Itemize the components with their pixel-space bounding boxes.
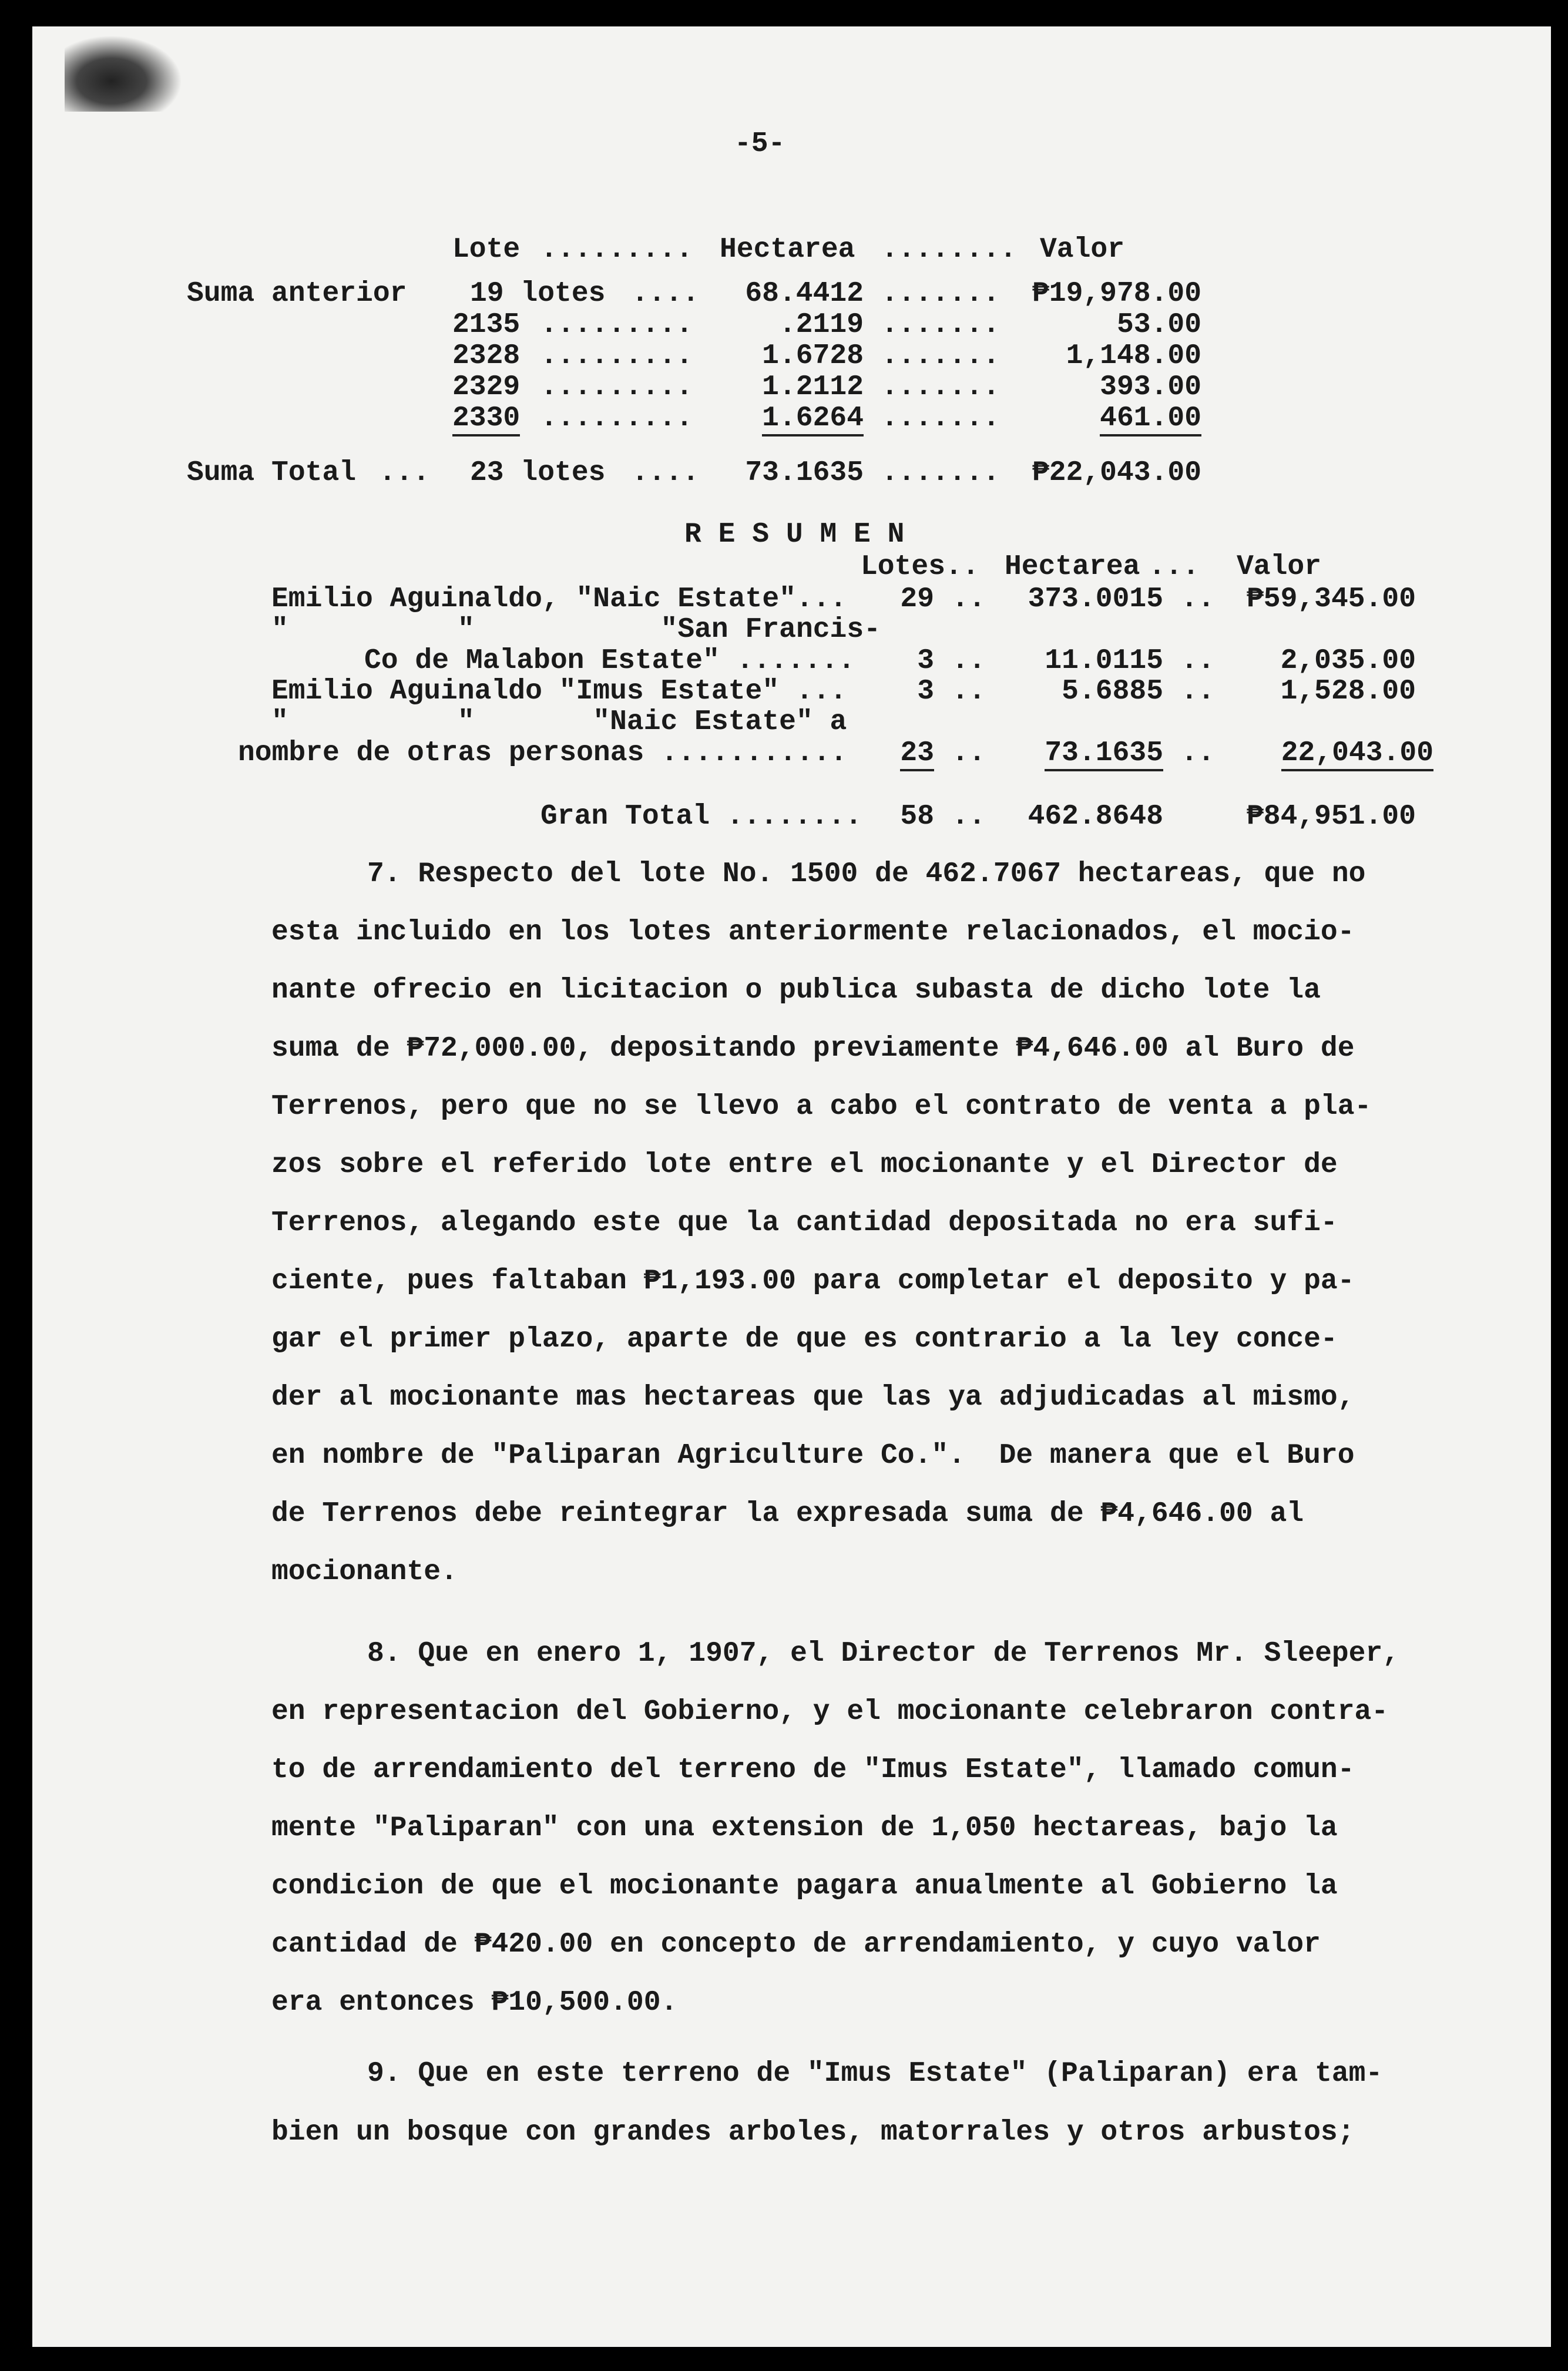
lot-table-header-hectarea: Hectarea — [720, 234, 855, 266]
paragraph-line: to de arrendamiento del terreno de "Imus Estate", llamado comun- — [271, 1754, 1355, 1786]
lot-row-label: Suma anterior — [187, 278, 407, 310]
resumen-entry-lotes — [858, 736, 934, 771]
lot-row-hectarea: 1.6728 — [762, 340, 864, 372]
lot-row-valor — [999, 401, 1201, 436]
page-number: -5- — [734, 128, 785, 160]
lot-row-valor: 53.00 — [1116, 309, 1201, 341]
leader-dots: ... — [379, 457, 430, 489]
paragraph-line: suma de ₱72,000.00, depositando previamente ₱4,646.00 al Buro de — [271, 1033, 1355, 1064]
paragraph-line: cantidad de ₱420.00 en concepto de arrendamiento, y cuyo valor — [271, 1929, 1321, 1960]
resumen-header-valor: Valor — [1237, 551, 1322, 583]
paragraph-line: de Terrenos debe reintegrar la expresada suma de ₱4,646.00 al — [271, 1498, 1304, 1530]
leader-dots: ....... — [881, 278, 1000, 310]
lot-row-lote-text: 2330 — [452, 402, 520, 436]
gran-total-valor: ₱84,951.00 — [1246, 801, 1416, 832]
resumen-entry-hectarea: 373.0015 — [1028, 583, 1163, 615]
resumen-header-hectarea: Hectarea — [1005, 551, 1140, 583]
lot-table-header-valor: Valor — [1040, 234, 1125, 266]
paragraph-line: zos sobre el referido lote entre el mocionante y el Director de — [271, 1149, 1338, 1181]
leader-dots: ....... — [881, 309, 1000, 341]
leader-dots: ......... — [540, 309, 693, 341]
lot-row-lote: 2135 — [452, 309, 521, 341]
resumen-entry-lotes: 29 — [900, 583, 934, 615]
leader-dots: .. — [1181, 645, 1215, 677]
resumen-entry-lotes: 3 — [917, 645, 934, 677]
resumen-entry-line: Emilio Aguinaldo, "Naic Estate"... — [271, 583, 847, 615]
scan-smudge — [65, 35, 182, 112]
resumen-entry-hectarea: 5.6885 — [1062, 676, 1163, 707]
lot-total-hectarea: 73.1635 — [745, 457, 864, 489]
lot-row-valor-text: 461.00 — [1100, 402, 1201, 436]
resumen-entry-valor-text: 22,043.00 — [1281, 737, 1433, 771]
lot-total-label: Suma Total — [187, 457, 357, 489]
resumen-entry-lotes-text: 23 — [900, 737, 934, 771]
paragraph-line: ciente, pues faltaban ₱1,193.00 para completar el deposito y pa- — [271, 1265, 1355, 1297]
lot-total-lote: 23 lotes — [470, 457, 606, 489]
paragraph-line: bien un bosque con grandes arboles, matorrales y otros arbustos; — [271, 2117, 1355, 2148]
paragraph-line: en representacion del Gobierno, y el mocionante celebraron contra- — [271, 1696, 1389, 1728]
leader-dots: .. — [952, 801, 986, 832]
leader-dots: .... — [632, 278, 700, 310]
gran-total-lotes: 58 — [900, 801, 934, 832]
leader-dots: .. — [1181, 583, 1215, 615]
leader-dots: .... — [632, 457, 700, 489]
resumen-entry-valor: ₱59,345.00 — [1246, 583, 1416, 615]
lot-total-valor: ₱22,043.00 — [1032, 457, 1201, 489]
paragraph-line: mente "Paliparan" con una extension de 1,050 hectareas, bajo la — [271, 1812, 1338, 1844]
resumen-entry-valor: 1,528.00 — [1280, 676, 1416, 707]
resumen-entry-hectarea: 11.0115 — [1045, 645, 1163, 677]
leader-dots: ......... — [540, 371, 693, 403]
leader-dots: ........ — [881, 234, 1017, 266]
paragraph-line: era entonces ₱10,500.00. — [271, 1987, 678, 2019]
lot-row-hectarea-text: 1.6264 — [762, 402, 864, 436]
resumen-entry-line: " " "Naic Estate" a — [271, 706, 847, 738]
paragraph-line: condicion de que el mocionante pagara anualmente al Gobierno la — [271, 1870, 1338, 1902]
lot-row-lote: 2329 — [452, 371, 521, 403]
paragraph-line: gar el primer plazo, aparte de que es contrario a la ley conce- — [271, 1324, 1338, 1355]
leader-dots: ....... — [881, 457, 1000, 489]
leader-dots: ....... — [881, 371, 1000, 403]
leader-dots: ......... — [540, 340, 693, 372]
lot-table-header-lote: Lote — [452, 234, 521, 266]
resumen-entry-valor — [1210, 736, 1433, 771]
resumen-title: R E S U M E N — [684, 519, 905, 550]
leader-dots: .. — [1181, 676, 1215, 707]
leader-dots: .. — [952, 583, 986, 615]
paragraph-line: Terrenos, alegando este que la cantidad depositada no era sufi- — [271, 1207, 1338, 1239]
lot-row-hectarea: 1.2112 — [762, 371, 864, 403]
paragraph-line: nante ofrecio en licitacion o publica subasta de dicho lote la — [271, 975, 1321, 1006]
leader-dots: ... — [1149, 551, 1200, 583]
paragraph-line: der al mocionante mas hectareas que las ya adjudicadas al mismo, — [271, 1382, 1355, 1413]
lot-row-hectarea: .2119 — [778, 309, 864, 341]
paragraph-line: 9. Que en este terreno de "Imus Estate" (Paliparan) era tam- — [367, 2058, 1383, 2090]
paragraph-line: Terrenos, pero que no se llevo a cabo el contrato de venta a pla- — [271, 1091, 1372, 1123]
lot-row-hectarea — [705, 401, 864, 436]
resumen-entry-line: Emilio Aguinaldo "Imus Estate" ... — [271, 676, 847, 707]
leader-dots: ......... — [540, 402, 693, 434]
leader-dots: ......... — [540, 234, 693, 266]
leader-dots: .. — [1181, 737, 1215, 769]
lot-row-lote: 2328 — [452, 340, 521, 372]
lot-row-lote — [452, 401, 520, 436]
paragraph-line: esta incluido en los lotes anteriormente relacionados, el mocio- — [271, 916, 1355, 948]
paragraph-line: 7. Respecto del lote No. 1500 de 462.7067 hectareas, que no — [367, 858, 1366, 890]
lot-row-hectarea: 68.4412 — [745, 278, 864, 310]
leader-dots: .. — [952, 676, 986, 707]
lot-row-valor: 393.00 — [1100, 371, 1201, 403]
lot-row-valor: 1,148.00 — [1066, 340, 1201, 372]
resumen-entry-line: Co de Malabon Estate" ....... — [364, 645, 855, 677]
resumen-entry-line: " " "San Francis- — [271, 614, 881, 646]
gran-total-hectarea: 462.8648 — [1028, 801, 1163, 832]
resumen-header-lotes: Lotes.. — [861, 551, 979, 583]
gran-total-label: Gran Total ........ — [540, 801, 862, 832]
resumen-entry-hectarea — [999, 736, 1163, 771]
leader-dots: ....... — [881, 340, 1000, 372]
resumen-entry-valor: 2,035.00 — [1280, 645, 1416, 677]
paragraph-line: 8. Que en enero 1, 1907, el Director de Terrenos Mr. Sleeper, — [367, 1638, 1400, 1670]
lot-row-valor: ₱19,978.00 — [1032, 278, 1201, 310]
resumen-entry-lotes: 3 — [917, 676, 934, 707]
leader-dots: ....... — [881, 402, 1000, 434]
leader-dots: .. — [952, 645, 986, 677]
paragraph-line: en nombre de "Paliparan Agriculture Co.". De manera que el Buro — [271, 1440, 1355, 1472]
paragraph-line: mocionante. — [271, 1556, 458, 1588]
leader-dots: .. — [952, 737, 986, 769]
lot-row-lote: 19 lotes — [470, 278, 606, 310]
resumen-entry-line: nombre de otras personas ........... — [238, 737, 847, 769]
resumen-entry-hectarea-text: 73.1635 — [1045, 737, 1163, 771]
